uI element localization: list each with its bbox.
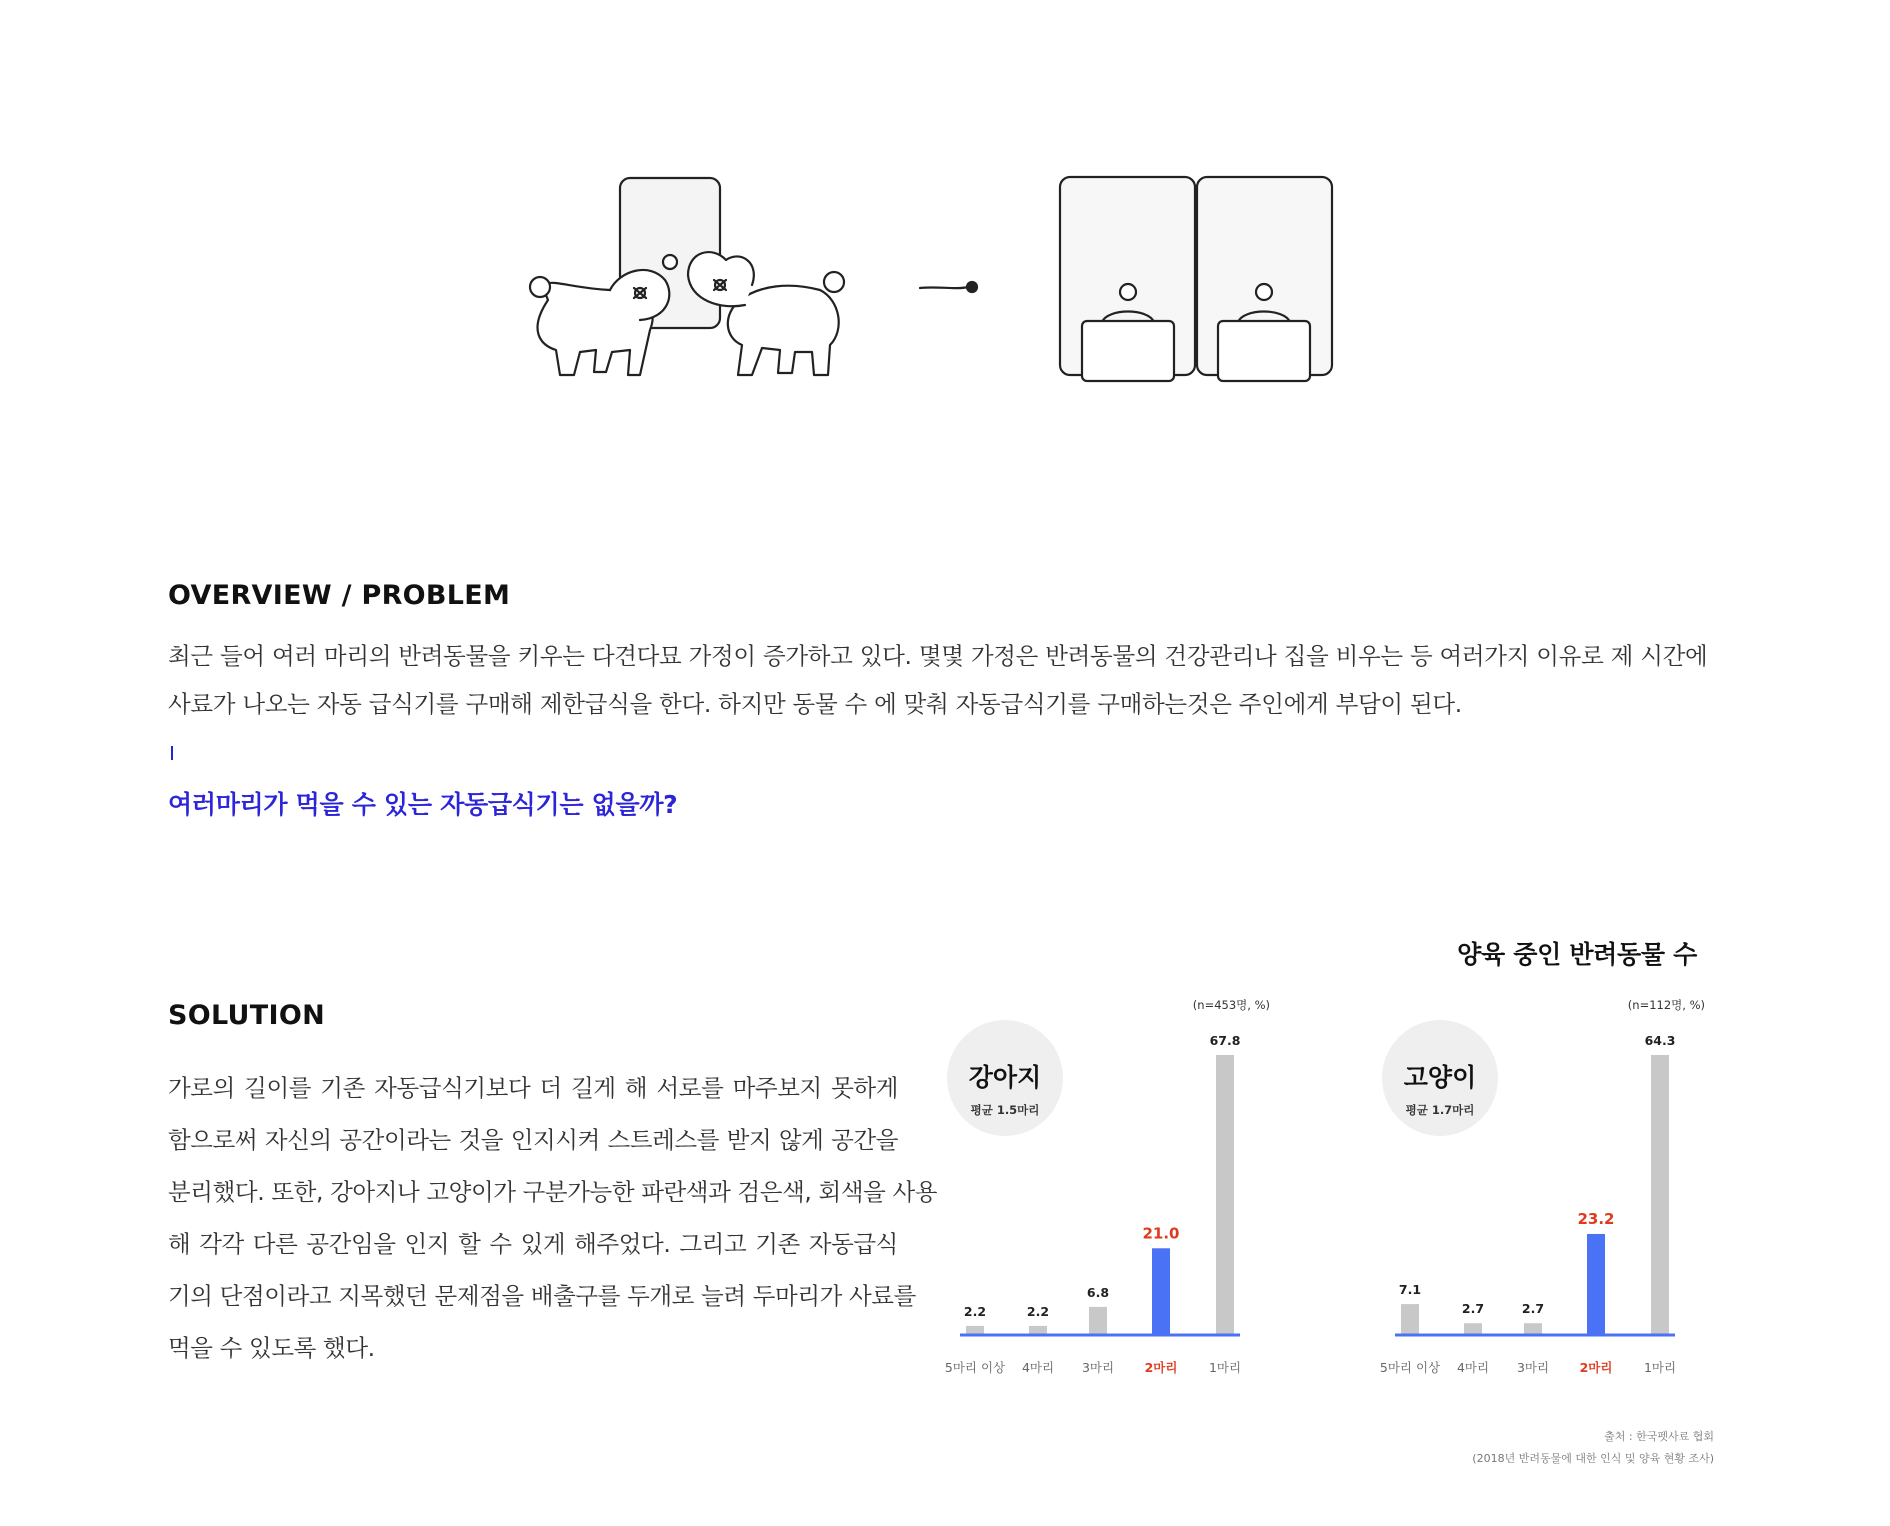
source-line-2: (2018년 반려동물에 대한 인식 및 양육 현황 조사)	[1472, 1452, 1714, 1465]
solution-line-1: 가로의 길이를 기존 자동급식기보다 더 길게 해 서로를 마주보지 못하게	[168, 1074, 898, 1102]
solution-line-5: 기의 단점이라고 지목했던 문제점을 배출구를 두개로 늘려 두마리가 사료를	[168, 1282, 916, 1310]
chart-value-label: 2.2	[1026, 1303, 1050, 1319]
question-marker	[171, 746, 173, 760]
hero-illustration	[0, 0, 1890, 440]
chart-value-label: 23.2	[1577, 1209, 1615, 1228]
solution-line-3: 분리했다. 또한, 강아지나 고양이가 구분가능한 파란색과 검은색, 회색을 사용	[168, 1178, 938, 1206]
chart-panel-1	[1380, 998, 1705, 1375]
chart-value-label: 2.7	[1521, 1301, 1545, 1317]
chart-bar	[1401, 1304, 1419, 1335]
solution-line-4: 해 각각 다른 공간임을 인지 할 수 있게 해주었다. 그리고 기존 자동급식	[168, 1230, 898, 1258]
solution-title: SOLUTION	[168, 1000, 325, 1031]
double-feeder-icon	[1060, 177, 1332, 381]
chart-category-label: 2마리	[1144, 1360, 1178, 1375]
chart-value-label: 67.8	[1209, 1033, 1241, 1048]
chart-sample-note: (n=453명, %)	[1192, 998, 1270, 1012]
chart-badge-title: 고양이	[1403, 1063, 1477, 1092]
chart-bar	[1464, 1323, 1482, 1335]
chart-value-label: 2.7	[1461, 1301, 1485, 1317]
chart-bar	[1216, 1055, 1234, 1335]
chart-value-label: 2.2	[963, 1303, 987, 1319]
chart-category-label: 1마리	[1643, 1360, 1677, 1375]
chart-category-label: 1마리	[1208, 1360, 1242, 1375]
solution-line-2: 함으로써 자신의 공간이라는 것을 인지시켜 스트레스를 받지 않게 공간을	[168, 1126, 898, 1154]
chart-badge-title: 강아지	[968, 1063, 1042, 1092]
chart-value-label: 7.1	[1398, 1282, 1422, 1298]
chart-value-label: 6.8	[1086, 1284, 1110, 1300]
overview-paragraph-line-1: 최근 들어 여러 마리의 반려동물을 키우는 다견다묘 가정이 증가하고 있다. 몇몇 가정은 반려동물의 건강관리나 집을 비우는 등 여러가지 이유로 제 시간에	[168, 642, 1708, 670]
chart-main-title: 양육 중인 반려동물 수	[1457, 940, 1697, 969]
chart-bar	[1524, 1323, 1542, 1335]
solution-line-6: 먹을 수 있도록 했다.	[168, 1334, 375, 1362]
chart-category-label: 4마리	[1456, 1360, 1490, 1375]
chart-badge-subtitle: 평균 1.5마리	[970, 1103, 1040, 1117]
chart-value-label: 64.3	[1644, 1033, 1676, 1048]
arrow-icon	[920, 282, 977, 292]
chart-category-label: 3마리	[1081, 1360, 1115, 1375]
chart-category-label: 2마리	[1579, 1360, 1613, 1375]
chart-sample-note: (n=112명, %)	[1627, 998, 1705, 1012]
chart-badge-subtitle: 평균 1.7마리	[1405, 1103, 1475, 1117]
left-dog-icon	[530, 270, 669, 375]
overview-paragraph-line-2: 사료가 나오는 자동 급식기를 구매해 제한급식을 한다. 하지만 동물 수 에 맞춰 자동급식기를 구매하는것은 주인에게 부담이 된다.	[168, 690, 1462, 718]
chart-bar	[1587, 1234, 1605, 1335]
source-line-1: 출처 : 한국펫사료 협회	[1604, 1430, 1714, 1443]
chart-category-label: 4마리	[1021, 1360, 1055, 1375]
pet-count-charts	[940, 990, 1740, 1410]
overview-question: 여러마리가 먹을 수 있는 자동급식기는 없을까?	[168, 790, 678, 819]
chart-bar	[1651, 1055, 1669, 1335]
chart-bar	[1152, 1248, 1170, 1335]
chart-bar	[1089, 1307, 1107, 1335]
overview-title: OVERVIEW / PROBLEM	[168, 580, 511, 611]
chart-panel-0	[945, 998, 1270, 1375]
chart-category-label: 5마리 이상	[944, 1360, 1006, 1375]
chart-category-label: 3마리	[1516, 1360, 1550, 1375]
chart-value-label: 21.0	[1142, 1224, 1180, 1243]
chart-category-label: 5마리 이상	[1379, 1360, 1441, 1375]
